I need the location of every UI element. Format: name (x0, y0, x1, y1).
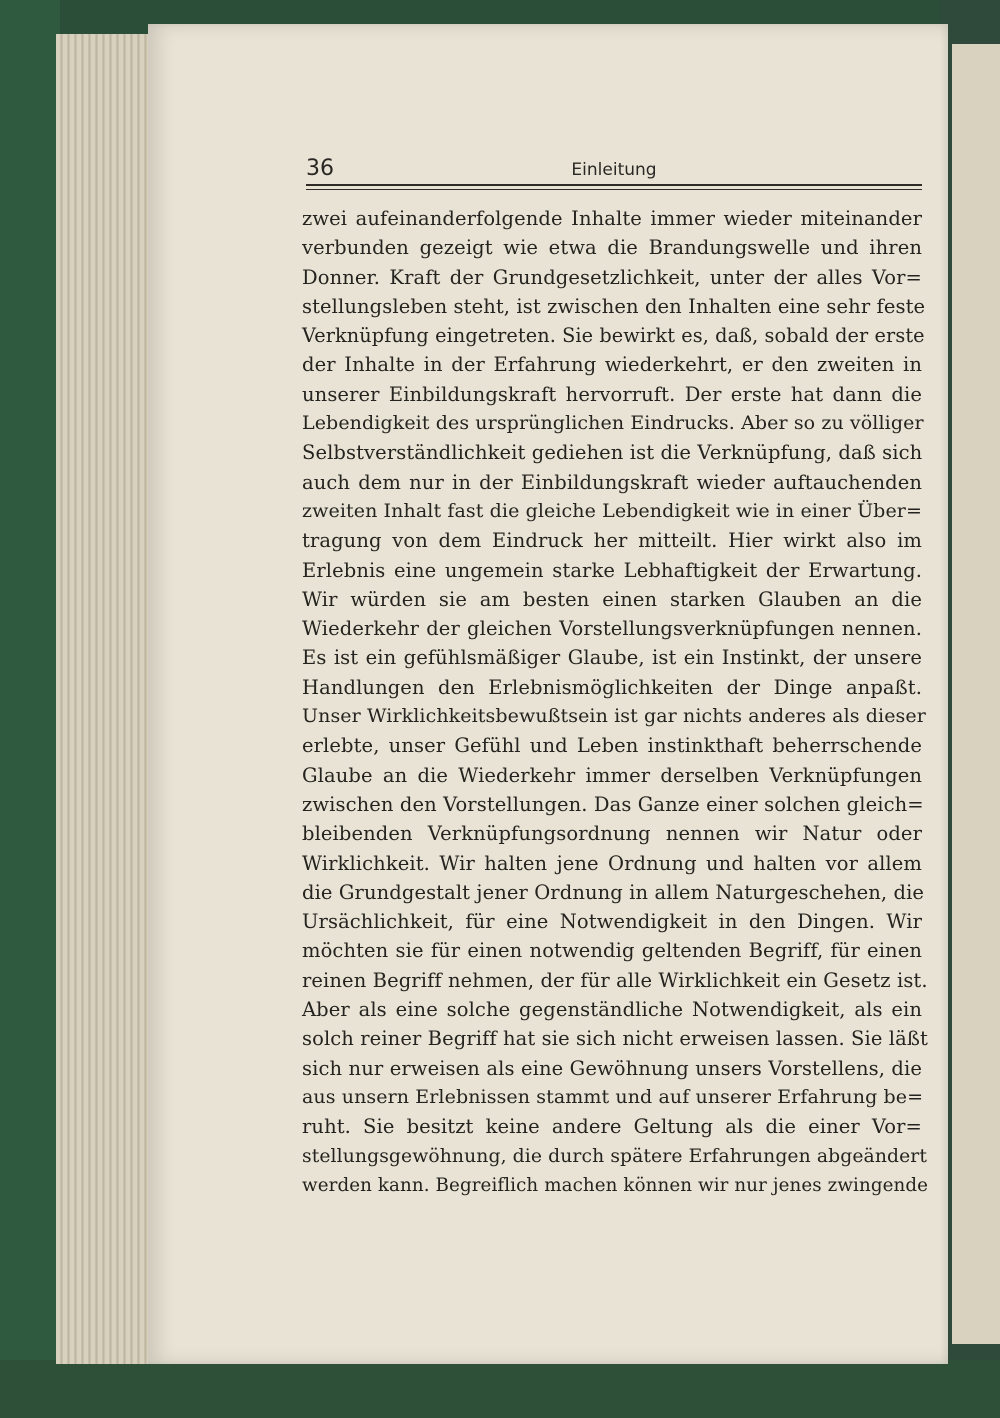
text-line: reinen Begriff nehmen, der für alle Wirklichkeit ein Gesetz ist. (302, 968, 928, 992)
text-line: erlebte, unser Gefühl und Leben instinkthaft beherrschende (302, 734, 922, 758)
text-line: Lebendigkeit des ursprünglichen Eindrucks. Aber so zu völliger (302, 412, 924, 435)
text-line: unserer Einbildungskraft hervorruft. Der erste hat dann die (302, 382, 922, 406)
text-line: Aber als eine solche gegenständliche Notwendigkeit, als ein (302, 998, 922, 1022)
text-line: Handlungen den Erlebnismöglichkeiten der Dinge anpaßt. (302, 675, 922, 699)
body-text (302, 204, 929, 1200)
page-stack-edges (56, 34, 156, 1364)
text-line: der Inhalte in der Erfahrung wiederkehrt, er den zweiten in (302, 353, 922, 377)
text-line: Wir würden sie am besten einen starken Glauben an die (302, 587, 922, 611)
text-line: stellungsleben steht, ist zwischen den Inhalten eine sehr feste (302, 294, 926, 318)
book-cover-left (0, 0, 60, 1418)
text-line: auch dem nur in der Einbildungskraft wieder auftauchenden (302, 470, 922, 494)
text-line: zwischen den Vorstellungen. Das Ganze einer solchen gleich= (302, 792, 924, 816)
text-line: möchten sie für einen notwendig geltenden Begriff, für einen (302, 939, 922, 963)
text-line: Wirklichkeit. Wir halten jene Ordnung und halten vor allem (302, 851, 922, 875)
header-rule-thin (306, 189, 922, 190)
text-line: Selbstverständlichkeit gediehen ist die Verknüpfung, daß sich (302, 441, 923, 465)
facing-page-edge (952, 44, 1000, 1344)
text-line: Erlebnis eine ungemein starke Lebhaftigkeit der Erwartung. (302, 558, 922, 582)
book-cover-bottom (0, 1360, 1000, 1418)
text-line: solch reiner Begriff hat sie sich nicht erweisen lassen. Sie läßt (302, 1027, 928, 1051)
text-line: sich nur erweisen als eine Gewöhnung unsers Vorstellens, die (302, 1056, 922, 1080)
text-line: zwei aufeinanderfolgende Inhalte immer wieder miteinander (302, 207, 922, 230)
text-line: werden kann. Begreiflich machen können wir nur jenes zwingende (302, 1174, 929, 1196)
text-line: zweiten Inhalt fast die gleiche Lebendigkeit wie in einer Über= (302, 499, 922, 522)
text-line: aus unsern Erlebnissen stammt und auf unserer Erfahrung be= (302, 1085, 924, 1108)
text-line: Glaube an die Wiederkehr immer derselben Verknüpfungen (302, 763, 922, 787)
page-number: 36 (306, 156, 334, 181)
text-line: tragung von dem Eindruck her mitteilt. Hier wirkt also im (302, 529, 922, 553)
text-line: stellungsgewöhnung, die durch spätere Erfahrungen abgeändert (302, 1145, 927, 1167)
text-line: Wiederkehr der gleichen Vorstellungsverknüpfungen nennen. (302, 617, 922, 641)
header-rule (306, 184, 922, 186)
text-line: Unser Wirklichkeitsbewußtsein ist gar nichts anderes als dieser (302, 705, 926, 728)
text-line: bleibenden Verknüpfungsordnung nennen wir Natur oder (302, 822, 922, 846)
running-title: Einleitung (571, 160, 657, 180)
text-line: ruht. Sie besitzt keine andere Geltung als die einer Vor= (302, 1115, 922, 1139)
text-line: Ursächlichkeit, für eine Notwendigkeit in den Dingen. Wir (302, 910, 922, 934)
text-line: Verknüpfung eingetreten. Sie bewirkt es, daß, sobald der erste (302, 324, 925, 348)
text-line: verbunden gezeigt wie etwa die Brandungswelle und ihren (302, 236, 922, 260)
text-line: die Grundgestalt jener Ordnung in allem Naturgeschehen, die (302, 880, 925, 904)
text-line: Es ist ein gefühlsmäßiger Glaube, ist ein Instinkt, der unsere (302, 646, 922, 670)
text-line: Donner. Kraft der Grundgesetzlichkeit, unter der alles Vor= (302, 265, 922, 289)
